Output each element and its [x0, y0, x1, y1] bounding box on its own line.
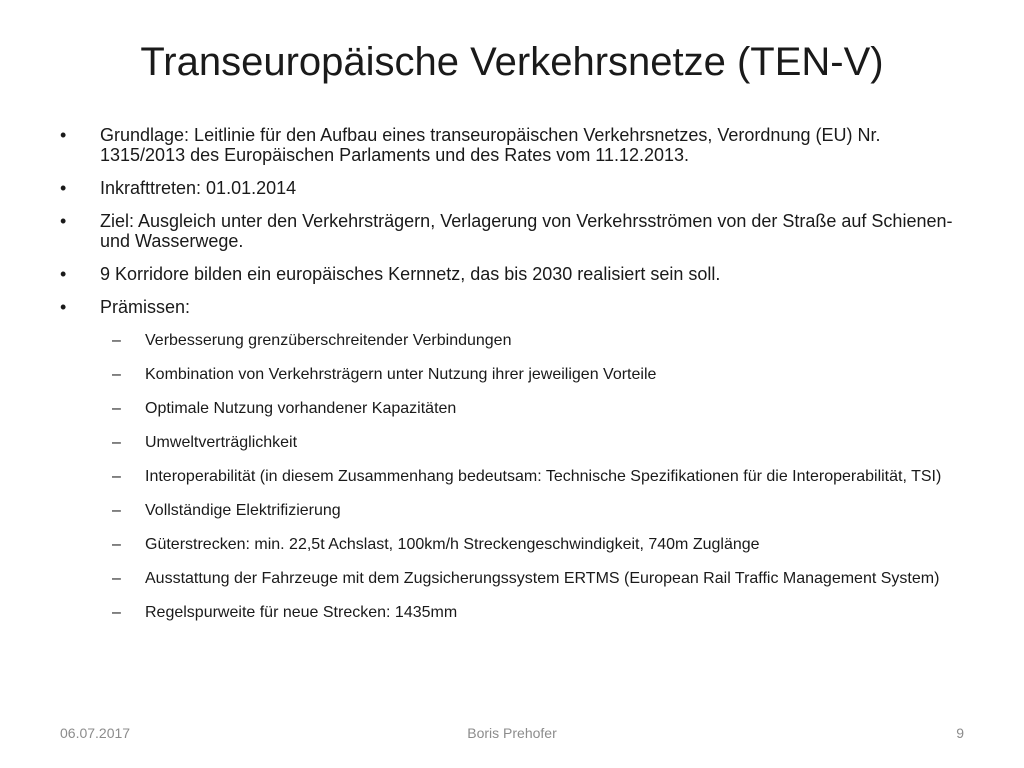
sub-bullet-text: Vollständige Elektrifizierung: [145, 502, 341, 519]
sub-bullet-text: Verbesserung grenzüberschreitender Verbindungen: [145, 332, 512, 349]
bullet-item: [0, 125, 1024, 165]
sub-bullet-text: Optimale Nutzung vorhandener Kapazitäten: [145, 400, 457, 417]
sub-bullet-item: [0, 535, 1024, 554]
bullet-text: Grundlage: Leitlinie für den Aufbau eines transeuropäischen Verkehrsnetzes, Verordnung (EU) Nr. 1315/2013 des Europäischen Parlaments und des Rates vom 11.12.2013.: [100, 125, 881, 165]
sub-bullet-group: [0, 331, 1024, 622]
bullet-marker: •: [60, 211, 67, 231]
sub-bullet-item: [0, 501, 1024, 520]
sub-bullet-item: [0, 603, 1024, 622]
footer-page-number: 9: [956, 725, 964, 741]
bullet-marker: •: [60, 297, 67, 317]
sub-bullet-item: [0, 569, 1024, 588]
footer-author: Boris Prehofer: [467, 725, 557, 741]
sub-bullet-marker: –: [112, 400, 121, 417]
sub-bullet-item: [0, 399, 1024, 418]
bullet-text: Ziel: Ausgleich unter den Verkehrsträgern, Verlagerung von Verkehrsströmen von der Straße auf Schienen- und Wasserwege.: [100, 211, 953, 251]
bullet-text: Inkrafttreten: 01.01.2014: [100, 178, 297, 198]
sub-bullet-marker: –: [112, 434, 121, 451]
footer-date: 06.07.2017: [60, 725, 131, 741]
sub-bullet-item: [0, 365, 1024, 384]
bullet-text: Prämissen:: [100, 297, 191, 317]
bullet-text: 9 Korridore bilden ein europäisches Kernnetz, das bis 2030 realisiert sein soll.: [100, 264, 721, 284]
bullet-marker: •: [60, 178, 67, 198]
bullet-item: [0, 211, 1024, 251]
sub-bullet-marker: –: [112, 332, 121, 349]
bullet-list: [0, 125, 1024, 637]
sub-bullet-marker: –: [112, 468, 121, 485]
slide-title: Transeuropäische Verkehrsnetze (TEN-V): [140, 40, 884, 84]
sub-bullet-marker: –: [112, 536, 121, 553]
sub-bullet-text: Kombination von Verkehrsträgern unter Nutzung ihrer jeweiligen Vorteile: [145, 366, 657, 383]
sub-bullet-item: [0, 433, 1024, 452]
sub-bullet-marker: –: [112, 604, 121, 621]
sub-bullet-text: Interoperabilität (in diesem Zusammenhang bedeutsam: Technische Spezifikationen für die Interoperabilität, TSI): [145, 468, 942, 485]
sub-bullet-item: [0, 331, 1024, 350]
sub-bullet-item: [0, 467, 1024, 486]
bullet-item: [0, 264, 1024, 284]
bullet-marker: •: [60, 264, 67, 284]
sub-bullet-text: Regelspurweite für neue Strecken: 1435mm: [145, 604, 458, 621]
sub-bullet-marker: –: [112, 570, 121, 587]
sub-bullet-marker: –: [112, 502, 121, 519]
sub-bullet-marker: –: [112, 366, 121, 383]
bullet-marker: •: [60, 125, 67, 145]
bullet-item: [0, 178, 1024, 198]
sub-bullet-text: Güterstrecken: min. 22,5t Achslast, 100km/h Streckengeschwindigkeit, 740m Zuglänge: [145, 536, 760, 553]
sub-bullet-text: Ausstattung der Fahrzeuge mit dem Zugsicherungssystem ERTMS (European Rail Traffic Management System): [145, 570, 940, 587]
sub-bullet-list: [0, 331, 1024, 622]
sub-bullet-text: Umweltverträglichkeit: [145, 434, 298, 451]
bullet-item: [0, 297, 1024, 317]
